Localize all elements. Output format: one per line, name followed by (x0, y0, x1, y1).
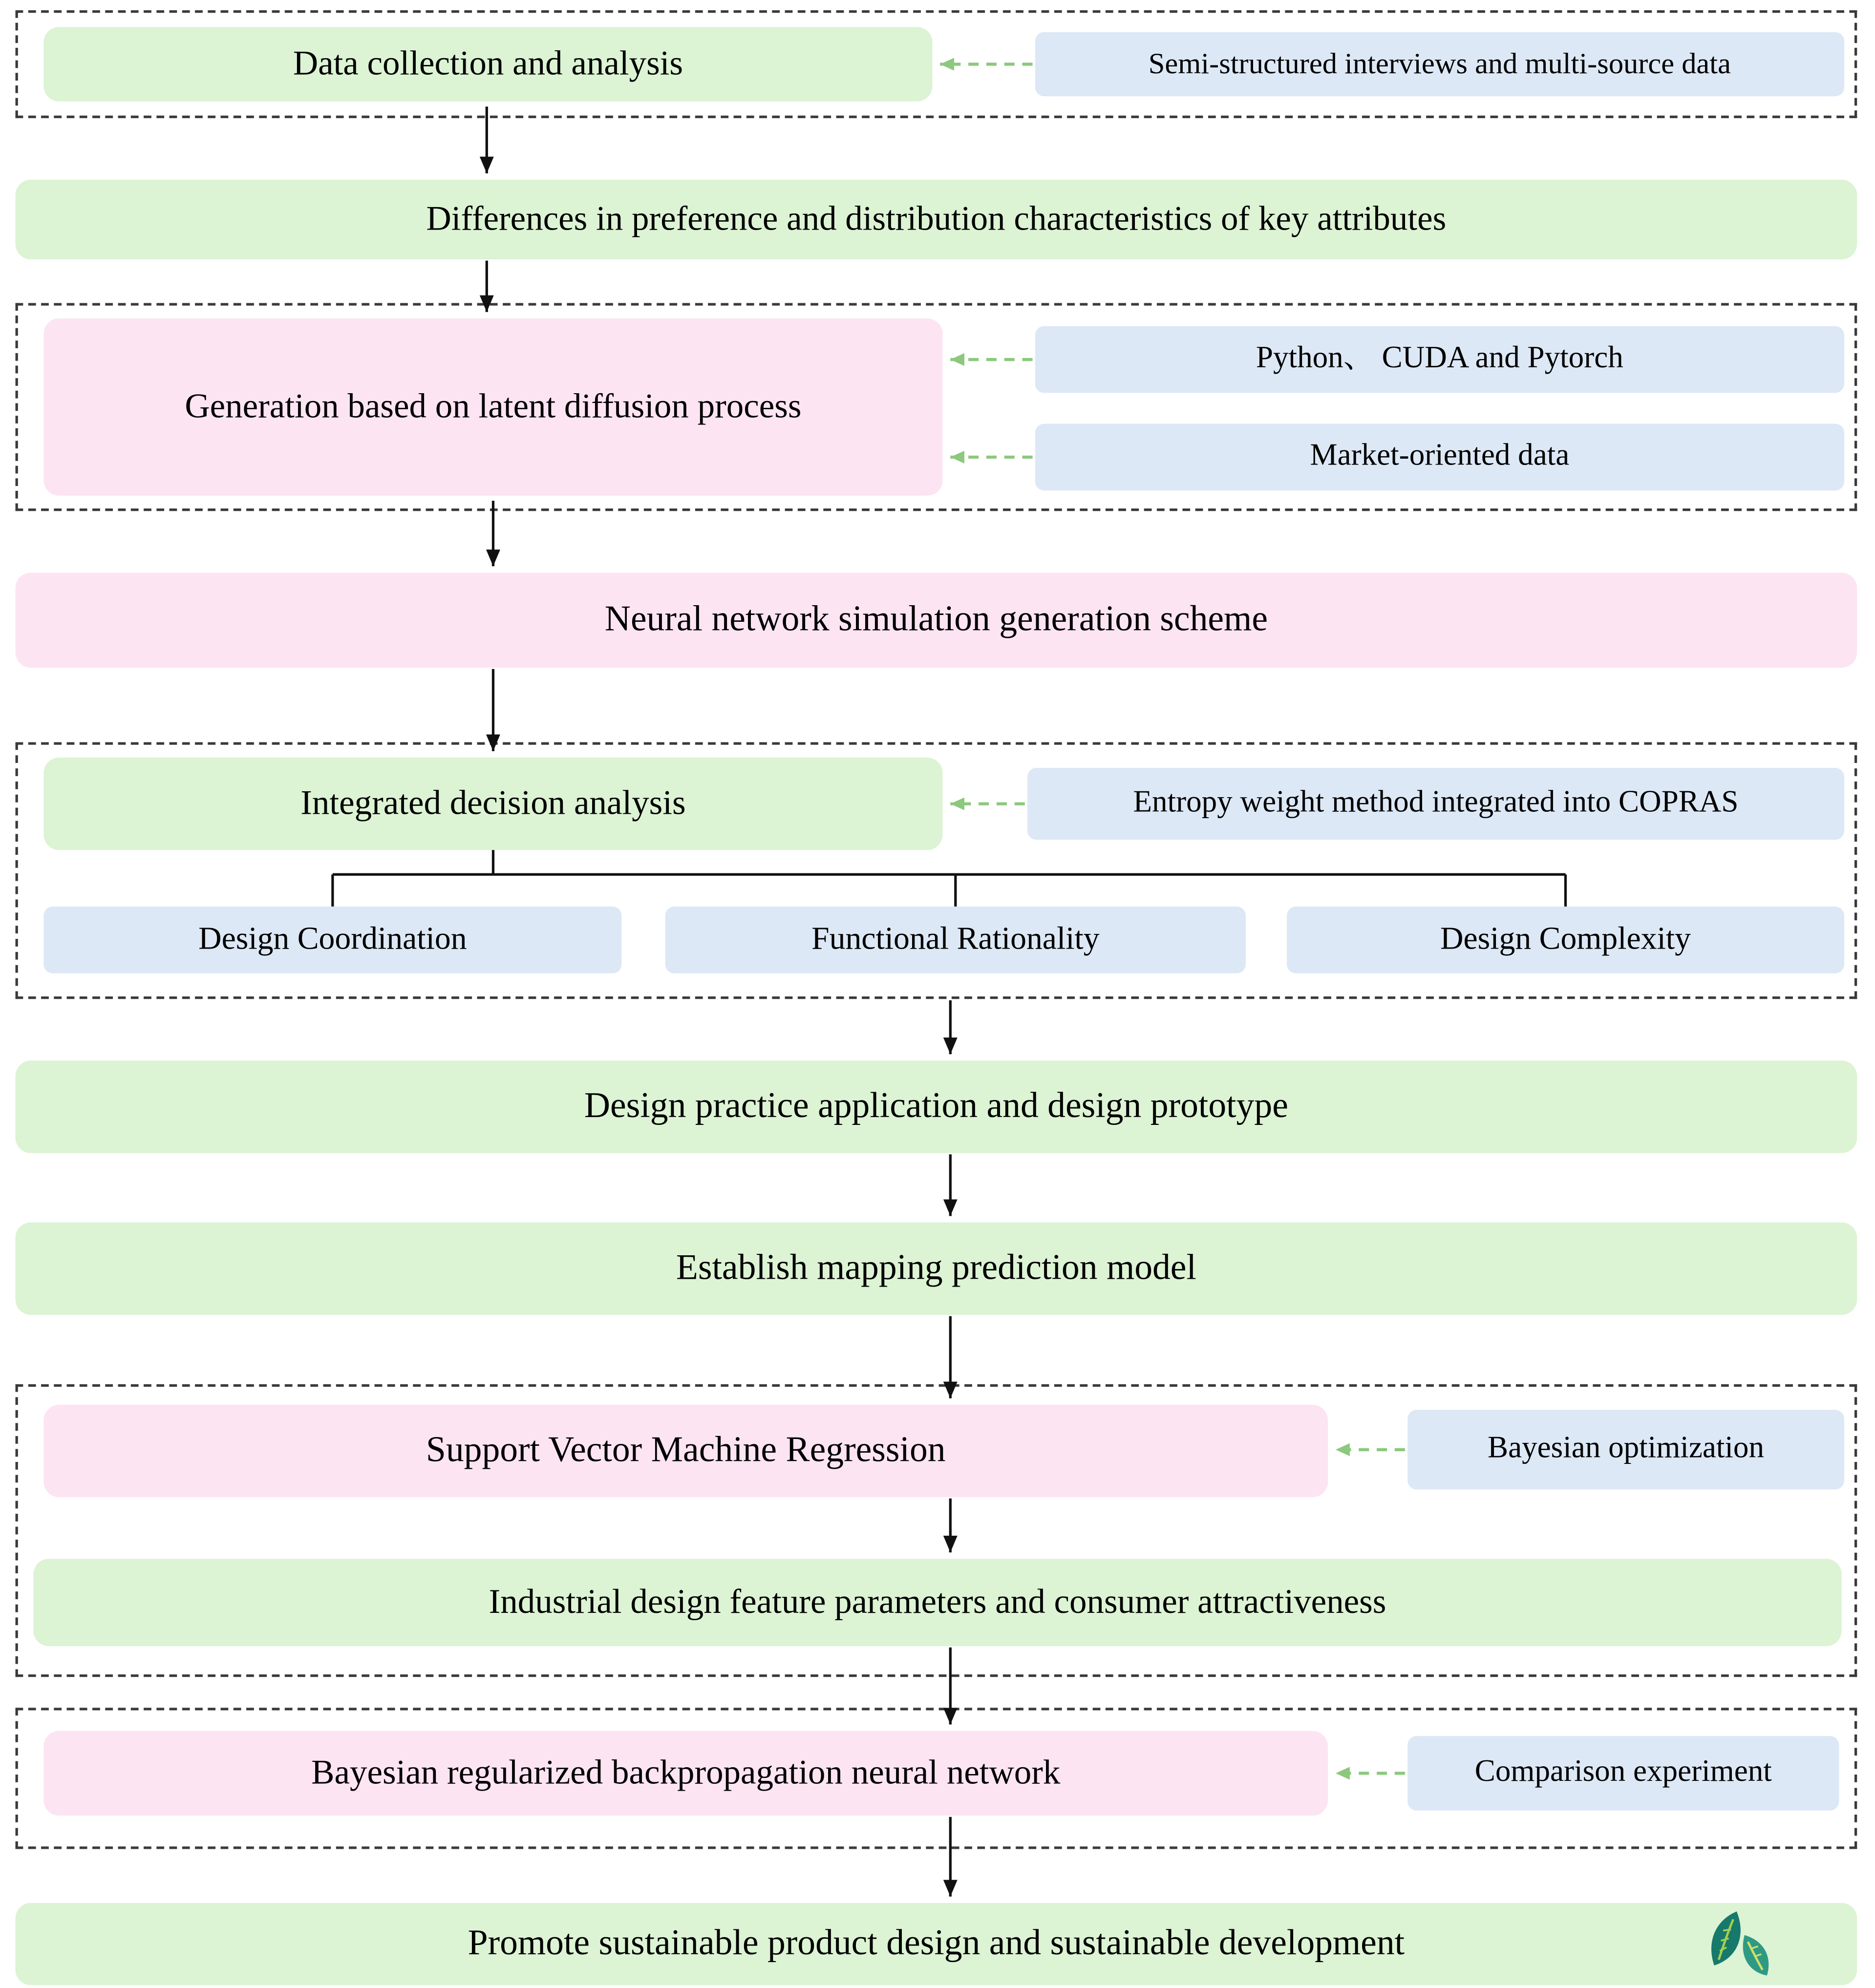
node-functional-rationality: Functional Rationality (665, 907, 1246, 973)
node-promote-sustainable-design: Promote sustainable product design and sustainable development (16, 1903, 1857, 1985)
node-mapping-prediction-model: Establish mapping prediction model (16, 1223, 1857, 1315)
node-design-complexity: Design Complexity (1287, 907, 1844, 973)
node-design-practice: Design practice application and design prototype (16, 1060, 1857, 1153)
node-bayesian-backprop-nn: Bayesian regularized backpropagation neural network (43, 1731, 1328, 1816)
node-python-cuda-pytorch: Python、 CUDA and Pytorch (1035, 326, 1844, 393)
node-preference-differences: Differences in preference and distribution characteristics of key attributes (16, 180, 1857, 259)
node-industrial-feature-parameters: Industrial design feature parameters and consumer attractiveness (33, 1559, 1841, 1646)
node-data-collection: Data collection and analysis (43, 27, 932, 101)
leaf-icon-svg (1703, 1908, 1775, 1980)
node-entropy-copras: Entropy weight method integrated into COPRAS (1027, 768, 1844, 840)
node-design-coordination: Design Coordination (43, 907, 621, 973)
node-svm-regression: Support Vector Machine Regression (43, 1405, 1328, 1497)
node-semi-structured-interviews: Semi-structured interviews and multi-source data (1035, 32, 1844, 96)
node-comparison-experiment: Comparison experiment (1407, 1736, 1839, 1810)
leaf-icon (1703, 1908, 1775, 1980)
node-latent-diffusion-generation: Generation based on latent diffusion process (43, 318, 942, 496)
node-neural-network-scheme: Neural network simulation generation scheme (16, 572, 1857, 668)
node-bayesian-optimization: Bayesian optimization (1407, 1410, 1844, 1489)
node-market-oriented-data: Market-oriented data (1035, 424, 1844, 491)
node-integrated-decision-analysis: Integrated decision analysis (43, 758, 942, 850)
